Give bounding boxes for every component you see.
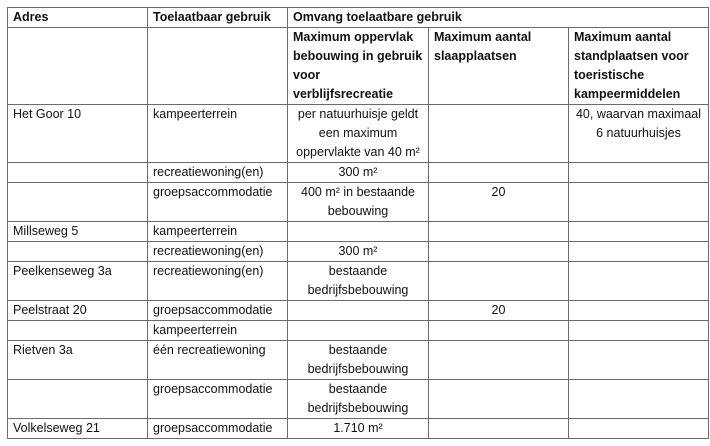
cell-adres — [8, 380, 148, 419]
table-row — [8, 242, 709, 262]
cell-adres: Millseweg 5 — [8, 222, 148, 242]
cell-standplaatsen — [569, 380, 709, 419]
cell-slaapplaatsen — [429, 380, 569, 419]
cell-oppervlak: per natuurhuisje geldt een maximum oppervlakte van 40 m² — [288, 105, 429, 163]
table-row — [8, 163, 709, 183]
table-row — [8, 262, 709, 301]
cell-standplaatsen — [569, 301, 709, 321]
header-gebruik: Toelaatbaar gebruik — [148, 8, 288, 28]
header-omvang: Omvang toelaatbare gebruik — [288, 8, 709, 28]
header-max-slaapplaatsen: Maximum aantal slaapplaatsen — [429, 28, 569, 105]
cell-standplaatsen — [569, 262, 709, 301]
subheader-row — [8, 28, 709, 105]
table-row — [8, 341, 709, 380]
cell-oppervlak — [288, 301, 429, 321]
cell-gebruik: kampeerterrein — [148, 321, 288, 341]
cell-adres: Volkelseweg 21 — [8, 419, 148, 439]
cell-oppervlak: bestaande bedrijfsbebouwing — [288, 262, 429, 301]
cell-oppervlak: 300 m² — [288, 163, 429, 183]
table-row — [8, 301, 709, 321]
cell-standplaatsen — [569, 419, 709, 439]
table-row — [8, 222, 709, 242]
cell-slaapplaatsen: 20 — [429, 301, 569, 321]
cell-gebruik: recreatiewoning(en) — [148, 242, 288, 262]
cell-gebruik: recreatiewoning(en) — [148, 262, 288, 301]
cell-standplaatsen — [569, 242, 709, 262]
cell-slaapplaatsen — [429, 105, 569, 163]
cell-slaapplaatsen — [429, 341, 569, 380]
cell-standplaatsen: 40, waarvan maximaal 6 natuurhuisjes — [569, 105, 709, 163]
cell-slaapplaatsen — [429, 321, 569, 341]
cell-gebruik: groepsaccommodatie — [148, 380, 288, 419]
cell-slaapplaatsen: 20 — [429, 183, 569, 222]
cell-slaapplaatsen — [429, 262, 569, 301]
cell-gebruik: kampeerterrein — [148, 222, 288, 242]
table-row — [8, 419, 709, 439]
cell-oppervlak: bestaande bedrijfsbebouwing — [288, 380, 429, 419]
table-row — [8, 183, 709, 222]
cell-oppervlak: 400 m² in bestaande bebouwing — [288, 183, 429, 222]
cell-slaapplaatsen — [429, 242, 569, 262]
header-max-standplaatsen: Maximum aantal standplaatsen voor toeristische kampeermiddelen — [569, 28, 709, 105]
cell-adres: Peelkenseweg 3a — [8, 262, 148, 301]
permitted-use-table — [7, 7, 709, 439]
table-row — [8, 321, 709, 341]
header-row — [8, 8, 709, 28]
cell-slaapplaatsen — [429, 163, 569, 183]
cell-gebruik: groepsaccommodatie — [148, 183, 288, 222]
cell-oppervlak: 1.710 m² — [288, 419, 429, 439]
cell-adres — [8, 163, 148, 183]
cell-gebruik: kampeerterrein — [148, 105, 288, 163]
cell-adres: Het Goor 10 — [8, 105, 148, 163]
cell-oppervlak — [288, 321, 429, 341]
cell-gebruik: groepsaccommodatie — [148, 301, 288, 321]
cell-adres — [8, 183, 148, 222]
cell-slaapplaatsen — [429, 222, 569, 242]
cell-gebruik: één recreatiewoning — [148, 341, 288, 380]
cell-standplaatsen — [569, 321, 709, 341]
subheader-empty-gebruik — [148, 28, 288, 105]
header-adres: Adres — [8, 8, 148, 28]
cell-gebruik: groepsaccommodatie — [148, 419, 288, 439]
cell-standplaatsen — [569, 183, 709, 222]
cell-standplaatsen — [569, 222, 709, 242]
cell-adres: Peelstraat 20 — [8, 301, 148, 321]
cell-adres — [8, 242, 148, 262]
cell-standplaatsen — [569, 163, 709, 183]
cell-oppervlak: 300 m² — [288, 242, 429, 262]
cell-adres — [8, 321, 148, 341]
table-row — [8, 380, 709, 419]
cell-oppervlak — [288, 222, 429, 242]
cell-gebruik: recreatiewoning(en) — [148, 163, 288, 183]
cell-oppervlak: bestaande bedrijfsbebouwing — [288, 341, 429, 380]
cell-adres: Rietven 3a — [8, 341, 148, 380]
cell-standplaatsen — [569, 341, 709, 380]
table-row — [8, 105, 709, 163]
subheader-empty-adres — [8, 28, 148, 105]
cell-slaapplaatsen — [429, 419, 569, 439]
header-max-oppervlak: Maximum oppervlak bebouwing in gebruik voor verblijfsrecreatie — [288, 28, 429, 105]
